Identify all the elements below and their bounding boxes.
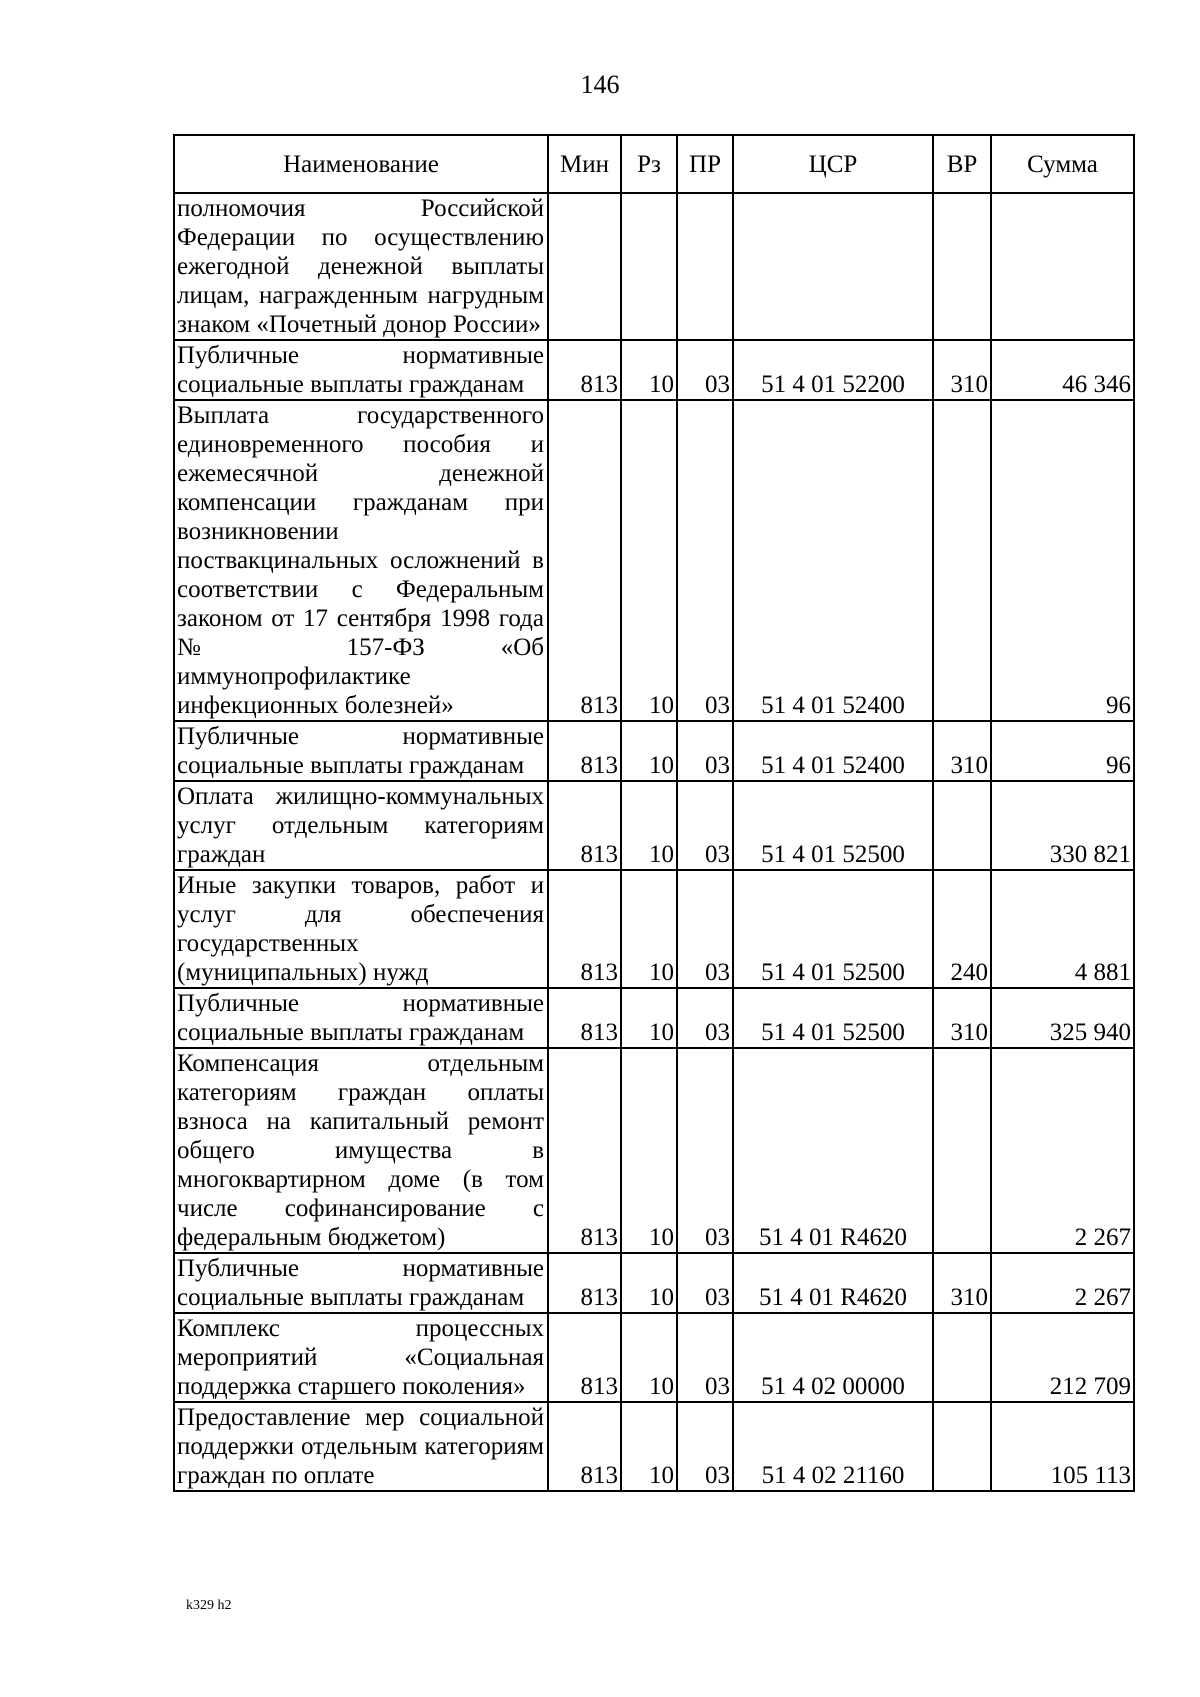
- cell-pr: 03: [677, 781, 733, 870]
- cell-name: Иные закупки товаров, работ и услуг для обеспечения государственных (муниципальных) нужд: [174, 870, 548, 988]
- cell-rz: [621, 193, 677, 340]
- cell-rz: 10: [621, 1253, 677, 1313]
- cell-sum: 4 881: [991, 870, 1134, 988]
- cell-sum: 212 709: [991, 1313, 1134, 1402]
- table-row: [174, 1402, 1134, 1491]
- cell-min: 813: [548, 340, 621, 400]
- cell-vr: 240: [933, 870, 991, 988]
- cell-name: полномочия Российской Федерации по осуществлению ежегодной денежной выплаты лицам, награжденным нагрудным знаком «Почетный донор России»: [174, 193, 548, 340]
- table-row: [174, 193, 1134, 340]
- cell-csr: [733, 193, 933, 340]
- header-rz: Рз: [621, 135, 677, 193]
- footer-code: k329 h2: [186, 1598, 232, 1613]
- cell-pr: 03: [677, 1313, 733, 1402]
- cell-pr: 03: [677, 870, 733, 988]
- cell-vr: 310: [933, 340, 991, 400]
- cell-name: Предоставление мер социальной поддержки отдельным категориям граждан по оплате: [174, 1402, 548, 1491]
- cell-csr: 51 4 01 52400: [733, 400, 933, 721]
- cell-vr: [933, 1402, 991, 1491]
- table-row: [174, 1253, 1134, 1313]
- table-row: [174, 721, 1134, 781]
- cell-min: 813: [548, 1048, 621, 1253]
- cell-vr: [933, 781, 991, 870]
- cell-rz: 10: [621, 400, 677, 721]
- cell-pr: 03: [677, 988, 733, 1048]
- cell-sum: 46 346: [991, 340, 1134, 400]
- cell-vr: [933, 193, 991, 340]
- cell-vr: [933, 1048, 991, 1253]
- cell-vr: 310: [933, 988, 991, 1048]
- cell-vr: [933, 400, 991, 721]
- cell-name: Выплата государственного единовременного пособия и ежемесячной денежной компенсации гражданам при возникновении поствакцинальных осложнений в соответствии с Федеральным законом от 17 сентября 1998 года № 157-ФЗ «Об иммунопрофилактике инфекционных болезней»: [174, 400, 548, 721]
- cell-name: Публичные нормативные социальные выплаты гражданам: [174, 1253, 548, 1313]
- cell-rz: 10: [621, 1048, 677, 1253]
- table-row: [174, 870, 1134, 988]
- cell-name: Публичные нормативные социальные выплаты гражданам: [174, 988, 548, 1048]
- cell-csr: 51 4 01 52200: [733, 340, 933, 400]
- cell-min: 813: [548, 781, 621, 870]
- header-csr: ЦСР: [733, 135, 933, 193]
- table-row: [174, 340, 1134, 400]
- cell-csr: 51 4 01 52500: [733, 781, 933, 870]
- budget-table: [173, 134, 1135, 1492]
- cell-rz: 10: [621, 721, 677, 781]
- cell-sum: 2 267: [991, 1048, 1134, 1253]
- cell-pr: 03: [677, 400, 733, 721]
- table-header-row: [174, 135, 1134, 193]
- header-sum: Сумма: [991, 135, 1134, 193]
- cell-name: Комплекс процессных мероприятий «Социальная поддержка старшего поколения»: [174, 1313, 548, 1402]
- cell-vr: 310: [933, 721, 991, 781]
- cell-name: Публичные нормативные социальные выплаты гражданам: [174, 340, 548, 400]
- cell-sum: 105 113: [991, 1402, 1134, 1491]
- table-row: [174, 781, 1134, 870]
- cell-csr: 51 4 01 R4620: [733, 1253, 933, 1313]
- header-name: Наименование: [174, 135, 548, 193]
- cell-csr: 51 4 02 00000: [733, 1313, 933, 1402]
- cell-min: 813: [548, 988, 621, 1048]
- header-min: Мин: [548, 135, 621, 193]
- page-number: 146: [580, 70, 620, 99]
- cell-min: 813: [548, 1402, 621, 1491]
- cell-name: Оплата жилищно-коммунальных услуг отдельным категориям граждан: [174, 781, 548, 870]
- cell-csr: 51 4 01 R4620: [733, 1048, 933, 1253]
- cell-rz: 10: [621, 870, 677, 988]
- cell-name: Публичные нормативные социальные выплаты гражданам: [174, 721, 548, 781]
- cell-min: 813: [548, 721, 621, 781]
- cell-min: 813: [548, 400, 621, 721]
- cell-pr: 03: [677, 1402, 733, 1491]
- cell-sum: 330 821: [991, 781, 1134, 870]
- table-row: [174, 1313, 1134, 1402]
- cell-vr: 310: [933, 1253, 991, 1313]
- cell-pr: 03: [677, 340, 733, 400]
- cell-csr: 51 4 01 52500: [733, 988, 933, 1048]
- cell-name: Компенсация отдельным категориям граждан оплаты взноса на капитальный ремонт общего имущества в многоквартирном доме (в том числе софинансирование с федеральным бюджетом): [174, 1048, 548, 1253]
- cell-min: 813: [548, 870, 621, 988]
- cell-min: 813: [548, 1253, 621, 1313]
- cell-sum: 325 940: [991, 988, 1134, 1048]
- cell-pr: 03: [677, 1253, 733, 1313]
- cell-rz: 10: [621, 1313, 677, 1402]
- cell-min: [548, 193, 621, 340]
- cell-pr: [677, 193, 733, 340]
- cell-pr: 03: [677, 721, 733, 781]
- cell-vr: [933, 1313, 991, 1402]
- cell-pr: 03: [677, 1048, 733, 1253]
- cell-rz: 10: [621, 988, 677, 1048]
- cell-sum: 96: [991, 400, 1134, 721]
- cell-sum: [991, 193, 1134, 340]
- table-row: [174, 988, 1134, 1048]
- cell-min: 813: [548, 1313, 621, 1402]
- cell-csr: 51 4 01 52500: [733, 870, 933, 988]
- table-row: [174, 400, 1134, 721]
- table-body: [174, 193, 1134, 1491]
- cell-sum: 96: [991, 721, 1134, 781]
- header-pr: ПР: [677, 135, 733, 193]
- cell-rz: 10: [621, 781, 677, 870]
- table-row: [174, 1048, 1134, 1253]
- header-vr: ВР: [933, 135, 991, 193]
- cell-sum: 2 267: [991, 1253, 1134, 1313]
- cell-csr: 51 4 01 52400: [733, 721, 933, 781]
- cell-csr: 51 4 02 21160: [733, 1402, 933, 1491]
- cell-rz: 10: [621, 340, 677, 400]
- cell-rz: 10: [621, 1402, 677, 1491]
